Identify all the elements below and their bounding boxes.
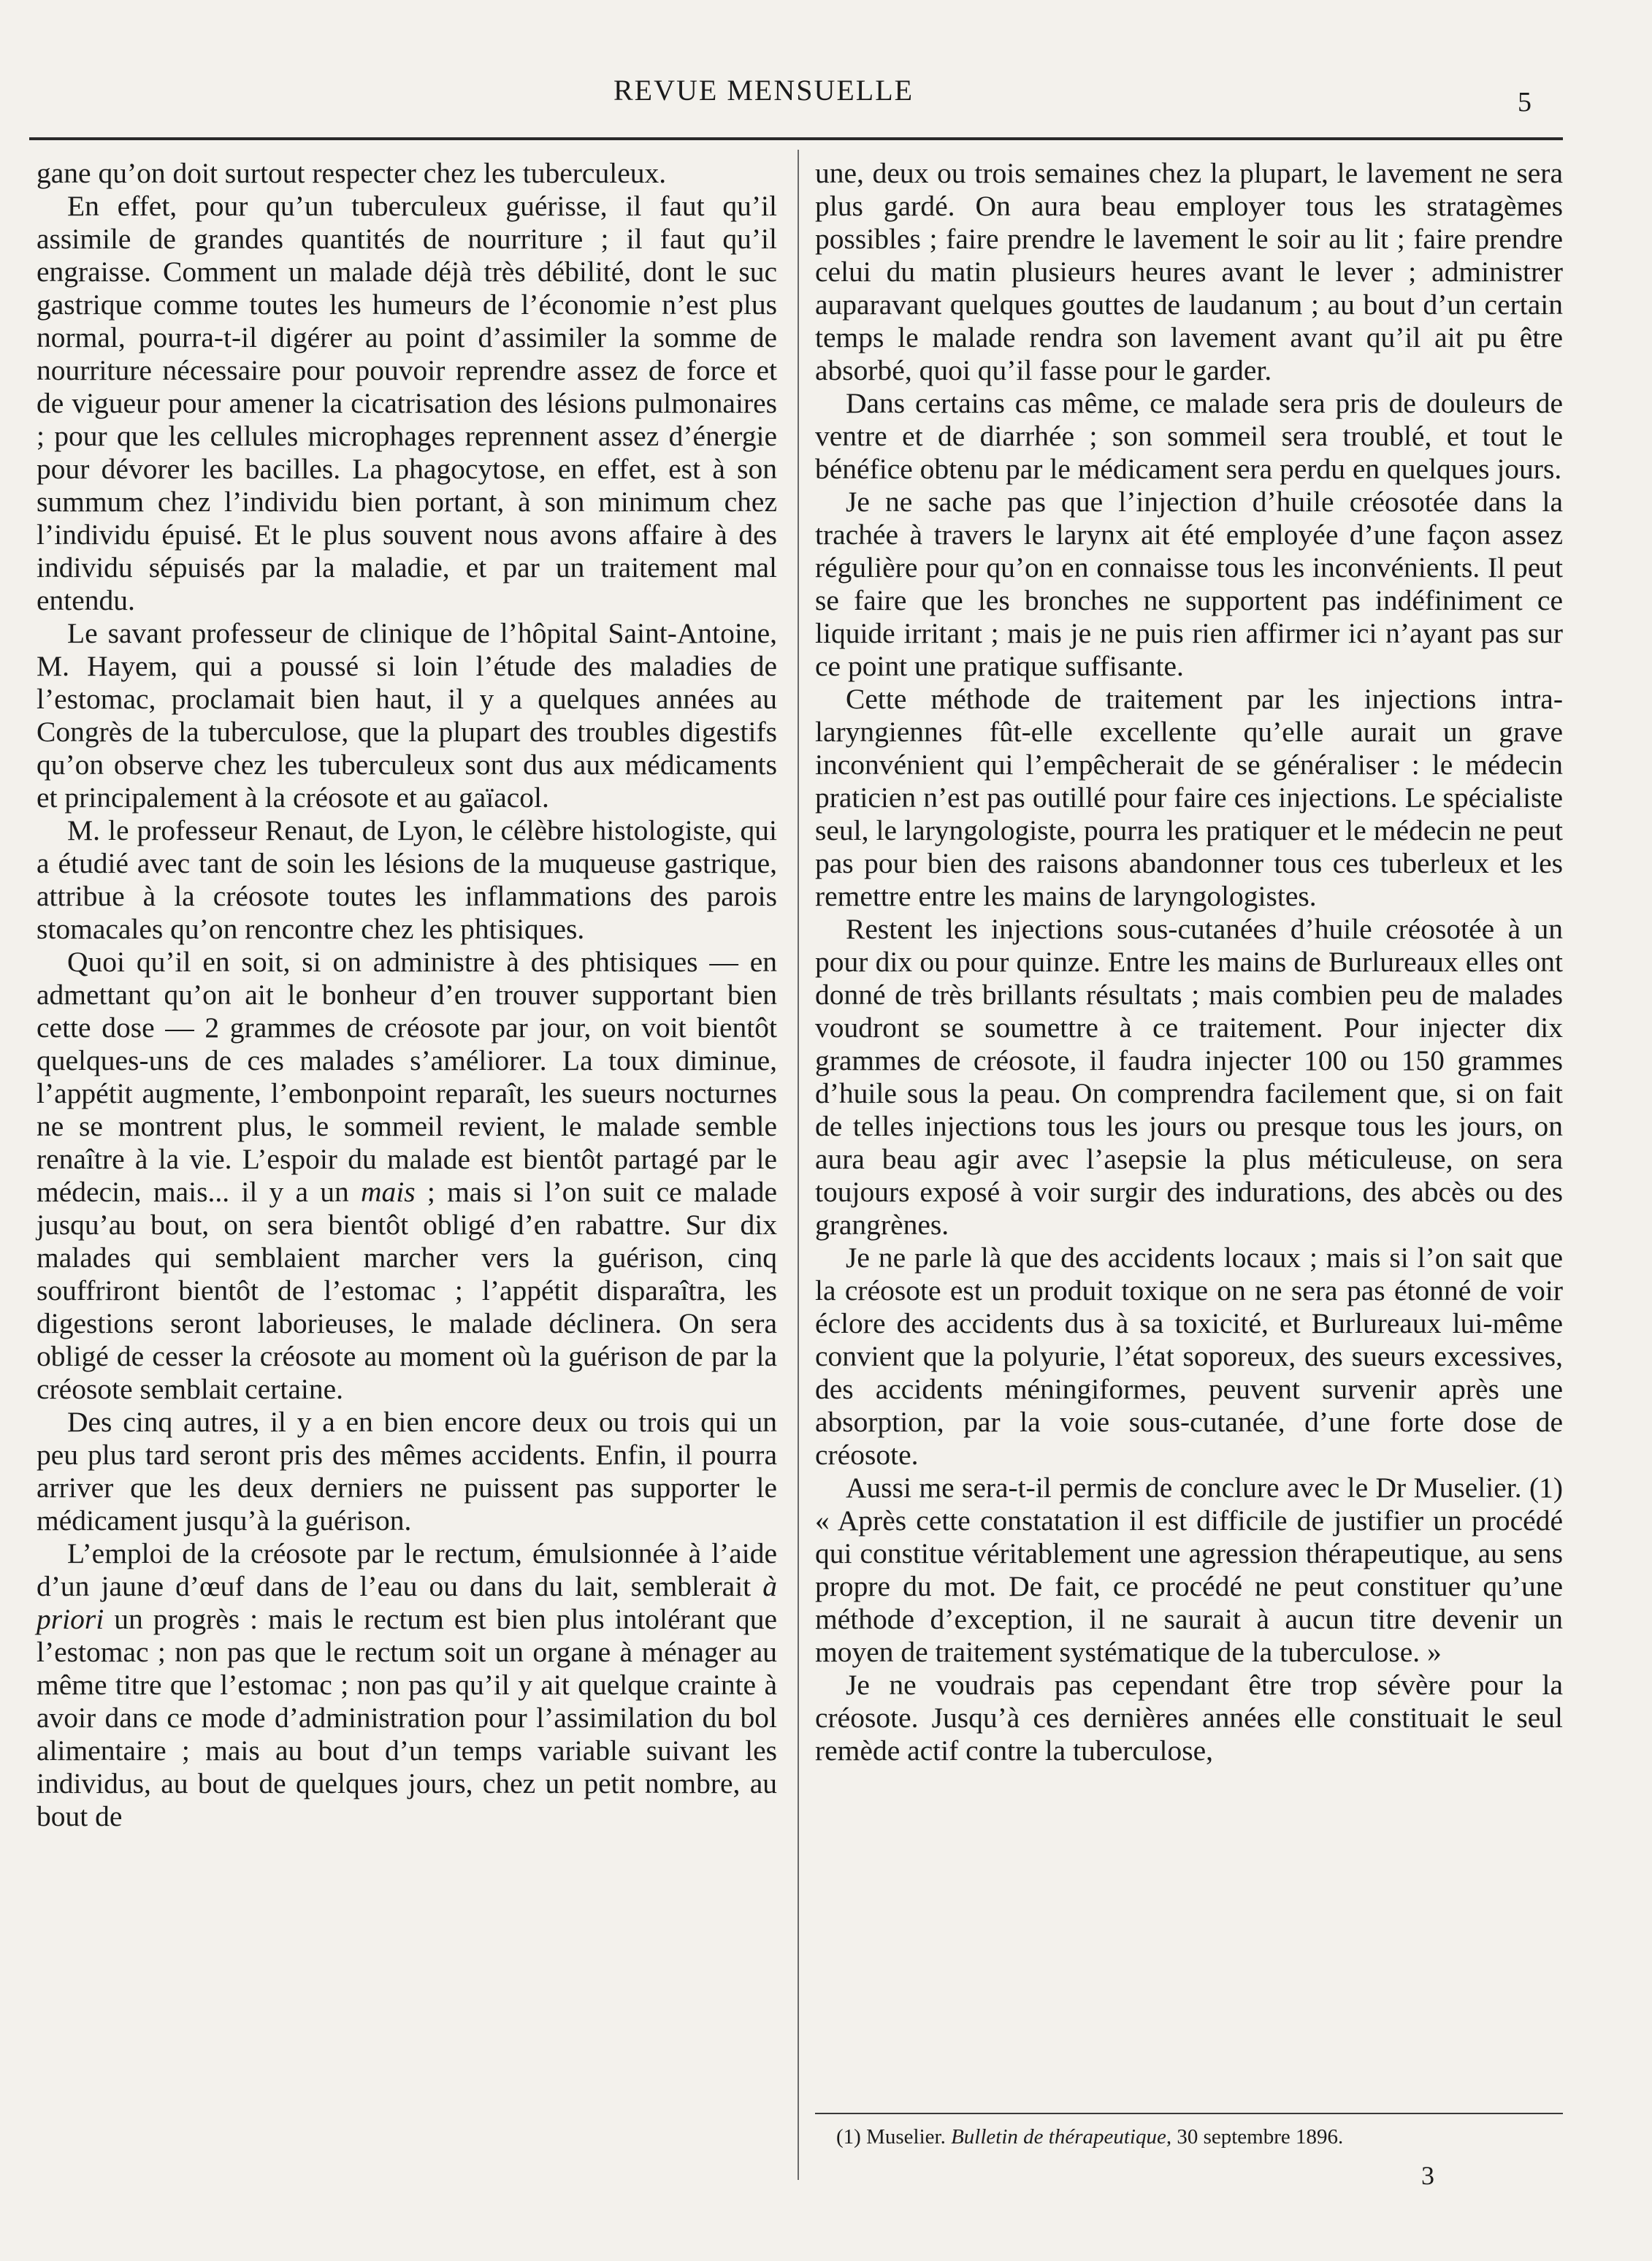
text-run: un progrès : mais le rectum est bien plus intolérant que l’estomac ; non pas que le rectum soit un organe à ménager au même titre que l’estomac ; non pas qu’il y ait quelque crainte à avoir dans ce mode d’administration pour l’assimilation du bol alimentaire ; mais au bout d’un temps variable suivant les individus, au bout de quelques jours, chez un petit nombre, au bout de (37, 1603, 777, 1832)
text-run: ; mais si l’on suit ce malade jusqu’au bout, on sera bientôt obligé d’en rabattre. Sur dix malades qui semblaient marcher vers la guérison, cinq souffriront bientôt de l’estomac ; l’appétit disparaîtra, les digestions seront laborieuses, le malade déclinera. On sera obligé de cesser la créosote au moment où la guérison de par la créosote semblait certaine. (37, 1176, 777, 1405)
text-run: Quoi qu’il en soit, si on administre à des phtisiques — en admettant qu’on ait le bonheur d’en trouver supportant bien cette dose — 2 grammes de créosote par jour, on voit bientôt quelques-uns de ces malades s’améliorer. La toux diminue, l’appétit augmente, l’embonpoint reparaît, les sueurs nocturnes ne se montrent plus, le sommeil revient, le malade semble renaître à la vie. L’espoir du malade est bientôt partagé par le médecin, mais... il y a un (37, 946, 777, 1208)
italic-word: mais (361, 1176, 416, 1208)
paragraph: Restent les injections sous-cutanées d’huile créosotée à un pour dix ou pour quinze. Entre les mains de Burlureaux elles ont donné de très brillants résultats ; mais combien peu de malades voudront se soumettre à ce traitement. Pour injecter dix grammes de créosote, il faudra injecter 100 ou 150 grammes d’huile sous la peau. On comprendra facilement que, si on fait de telles injections tous les jours ou presque tous les jours, on aura beau agir avec l’asepsie la plus méticuleuse, on sera toujours exposé à voir surgir des indurations, des abcès ou des grangrènes. (815, 913, 1563, 1241)
page-number: 5 (1518, 87, 1531, 118)
paragraph: Le savant professeur de clinique de l’hôpital Saint-Antoine, M. Hayem, qui a poussé si loin l’étude des maladies de l’estomac, proclamait bien haut, il y a quelques années au Congrès de la tuberculose, que la plupart des troubles digestifs qu’on observe chez les tuberculeux sont dus aux médicaments et principalement à la créosote et au gaïacol. (37, 617, 777, 814)
footnote-rule (815, 2113, 1563, 2114)
paragraph: Je ne voudrais pas cependant être trop sévère pour la créosote. Jusqu’à ces dernières années elle constituait le seul remède actif contre la tuberculose, (815, 1669, 1563, 1767)
footnote-title: Bulletin de thérapeutique, (951, 2125, 1172, 2149)
paragraph: Cette méthode de traitement par les injections intra-laryngiennes fût-elle excellente qu’elle aurait un grave inconvénient qui l’empêcherait de se généraliser : le médecin praticien n’est pas outillé pour faire ces injections. Le spécialiste seul, le laryngologiste, pourra les pratiquer et le médecin ne peut pas pour bien des raisons abandonner tous ces tuberleux et les remettre entre les mains de laryngologistes. (815, 683, 1563, 912)
paragraph (37, 946, 777, 1406)
running-title: REVUE MENSUELLE (613, 74, 914, 107)
paragraph: une, deux ou trois semaines chez la plupart, le lavement ne sera plus gardé. On aura beau employer tous les stratagèmes possibles ; faire prendre le lavement le soir au lit ; faire prendre celui du matin plusieurs heures avant le lever ; administrer auparavant quelques gouttes de laudanum ; au bout d’un certain temps le malade rendra son lavement avant qu’il ait pu être absorbé, quoi qu’il fasse pour le garder. (815, 157, 1563, 386)
right-column (815, 157, 1563, 1767)
footnote-author: Muselier. (866, 2125, 946, 2149)
paragraph: Aussi me sera-t-il permis de conclure avec le Dr Muselier. (1) « Après cette constatation il est difficile de justifier un procédé qui constitue véritablement une agression thérapeutique, au sens propre du mot. De fait, ce procédé ne peut constituer qu’une méthode d’exception, il ne saurait à aucun titre devenir un moyen de traitement systématique de la tuberculose. » (815, 1472, 1563, 1668)
signature-mark: 3 (1421, 2161, 1434, 2190)
paragraph: gane qu’on doit surtout respecter chez les tuberculeux. (37, 157, 667, 189)
column-divider (798, 150, 799, 2180)
paragraph: Je ne parle là que des accidents locaux ; mais si l’on sait que la créosote est un produit toxique on ne sera pas étonné de voir éclore des accidents dus à sa toxicité, et Burlureaux lui-même convient que la polyurie, l’état soporeux, des sueurs excessives, des accidents méningiformes, peuvent survenir après une absorption, par la voie sous-cutanée, d’une forte dose de créosote. (815, 1242, 1563, 1471)
paragraph: En effet, pour qu’un tuberculeux guérisse, il faut qu’il assimile de grandes quantités de nourriture ; il faut qu’il engraisse. Comment un malade déjà très débilité, dont le suc gastrique comme toutes les humeurs de l’économie n’est plus normal, pourra-t-il digérer au point d’assimiler la somme de nourriture nécessaire pour pouvoir reprendre assez de force et de vigueur pour amener la cicatrisation des lésions pulmonaires ; pour que les cellules microphages reprennent assez d’énergie pour dévorer les bacilles. La phagocytose, en effet, est à son summum chez l’individu bien portant, à son minimum chez l’individu épuisé. Et le plus souvent nous avons affaire à des individu sépuisés par la maladie, et par un traitement mal entendu. (37, 190, 777, 616)
paragraph (37, 1537, 777, 1833)
footnote-marker: (1) (836, 2125, 861, 2149)
paragraph: Je ne sache pas que l’injection d’huile créosotée dans la trachée à travers le larynx ait été employée d’une façon assez régulière pour qu’on en connaisse tous les inconvénients. Il peut se faire que les bronches ne supportent pas indéfiniment ce liquide irritant ; mais je ne puis rien affirmer ici n’ayant pas sur ce point une pratique suffisante. (815, 486, 1563, 682)
left-column (37, 157, 777, 1833)
paragraph: Des cinq autres, il y a en bien encore deux ou trois qui un peu plus tard seront pris des mêmes accidents. Enfin, il pourra arriver que les deux derniers ne puissent pas supporter le médicament jusqu’à la guérison. (37, 1406, 777, 1537)
footnote-date: 30 septembre 1896. (1177, 2125, 1344, 2149)
text-run: L’emploi de la créosote par le rectum, émulsionnée à l’aide d’un jaune d’œuf dans de l’eau ou dans du lait, semblerait (37, 1537, 777, 1602)
header-rule (29, 137, 1563, 140)
italic-phrase: à priori (37, 1570, 777, 1635)
footnote (836, 2124, 1559, 2150)
paragraph: Dans certains cas même, ce malade sera pris de douleurs de ventre et de diarrhée ; son sommeil sera troublé, et tout le bénéfice obtenu par le médicament sera perdu en quelques jours. (815, 387, 1563, 485)
paragraph: M. le professeur Renaut, de Lyon, le célèbre histologiste, qui a étudié avec tant de soin les lésions de la muqueuse gastrique, attribue à la créosote toutes les inflammations des parois stomacales qu’on rencontre chez les phtisiques. (37, 814, 777, 945)
